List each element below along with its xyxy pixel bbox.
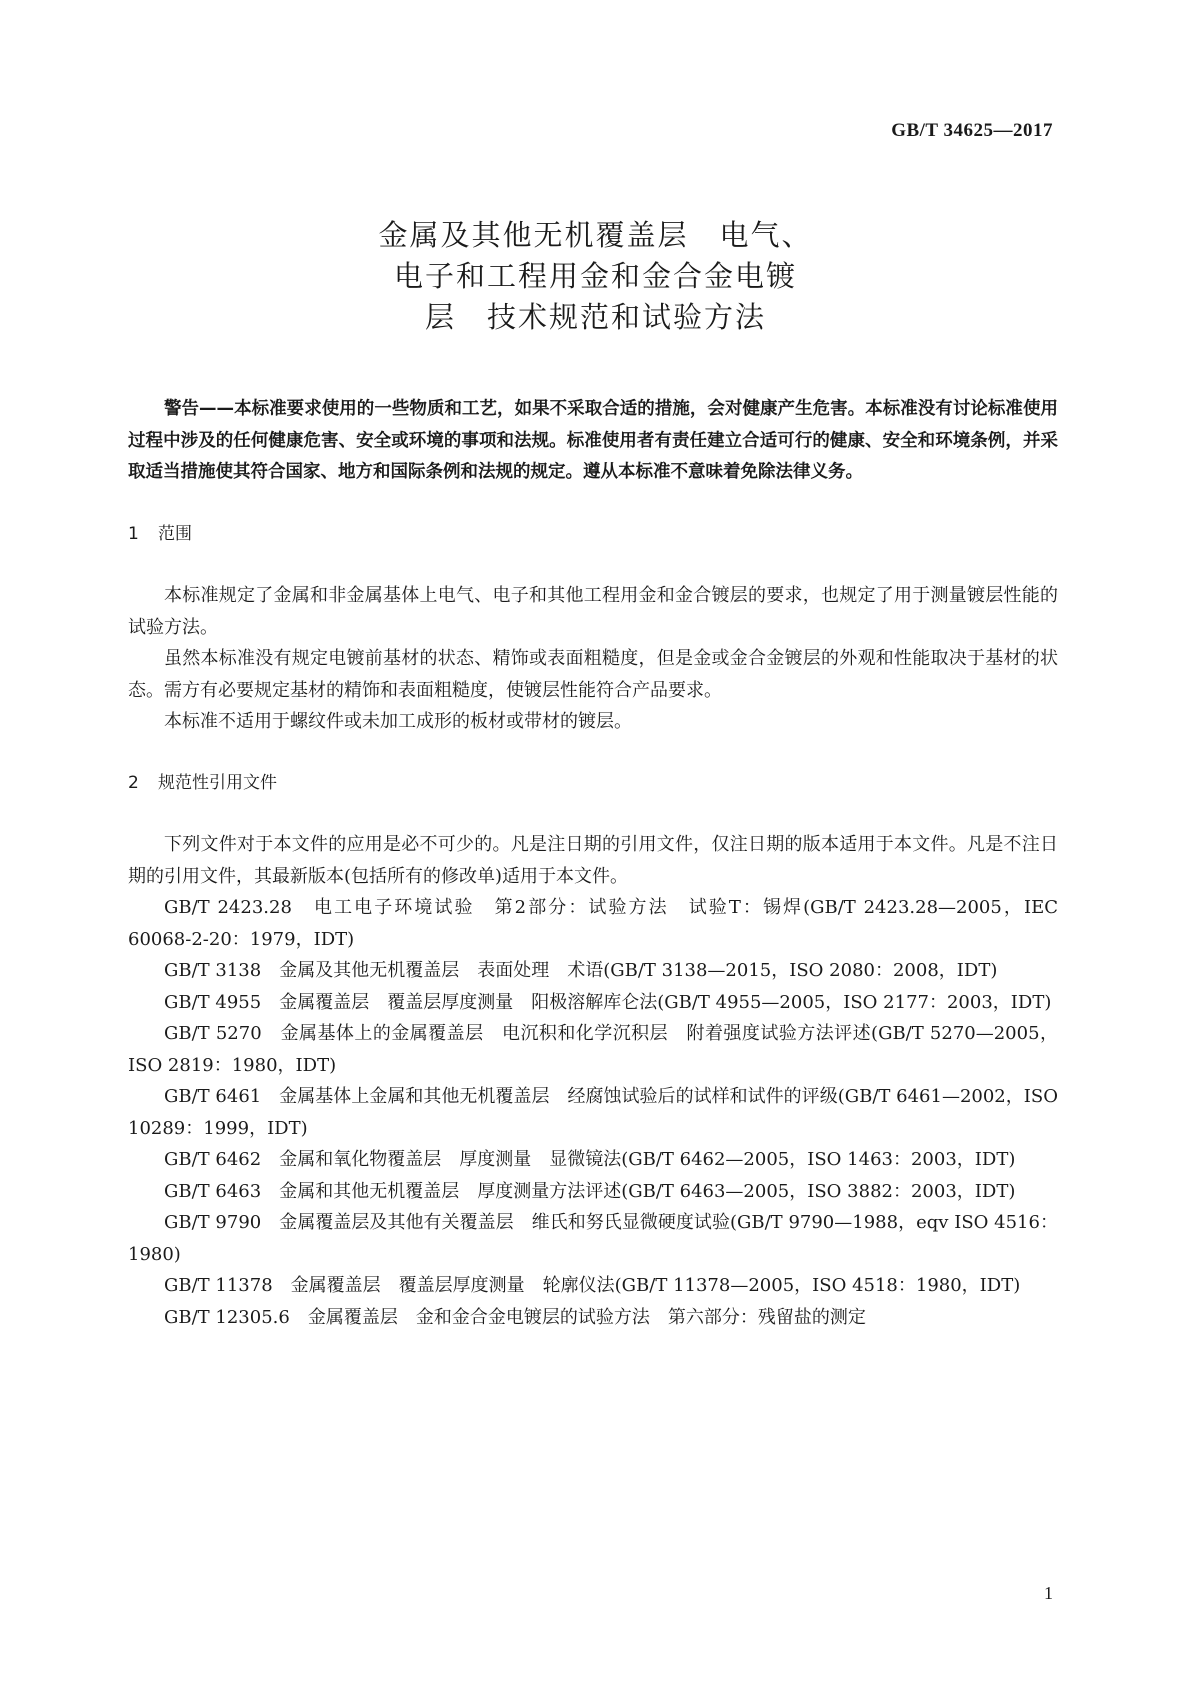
reference-item: GB/T 9790 金属覆盖层及其他有关覆盖层 维氏和努氏显微硬度试验(GB/T 9790—1988，eqv ISO 4516：1980): [128, 1212, 1058, 1265]
section-2-body: [128, 829, 1058, 1333]
section-number: 1: [128, 523, 139, 544]
section-title: 范围: [158, 523, 192, 544]
document-title: [0, 215, 1191, 338]
reference-item: GB/T 6462 金属和氧化物覆盖层 厚度测量 显微镜法(GB/T 6462—2005，ISO 1463：2003，IDT): [164, 1149, 1016, 1170]
paragraph: 本标准不适用于螺纹件或未加工成形的板材或带材的镀层。: [164, 711, 632, 732]
section-1-body: [128, 580, 1058, 738]
paragraph: 下列文件对于本文件的应用是必不可少的。凡是注日期的引用文件，仅注日期的版本适用于本文件。凡是不注日期的引用文件，其最新版本(包括所有的修改单)适用于本文件。: [128, 834, 1058, 887]
reference-item: GB/T 3138 金属及其他无机覆盖层 表面处理 术语(GB/T 3138—2015，ISO 2080：2008，IDT): [164, 960, 998, 981]
reference-item: GB/T 6463 金属和其他无机覆盖层 厚度测量方法评述(GB/T 6463—2005，ISO 3882：2003，IDT): [164, 1180, 1016, 1202]
reference-item: GB/T 12305.6 金属覆盖层 金和金合金电镀层的试验方法 第六部分：残留盐的测定: [164, 1306, 866, 1328]
title-line-1: 金属及其他无机覆盖层 电气、: [378, 218, 813, 252]
title-line-2: 电子和工程用金和金合金电镀: [393, 259, 797, 293]
section-2-heading: [128, 768, 1058, 800]
section-number: 2: [128, 772, 139, 793]
reference-item: GB/T 4955 金属覆盖层 覆盖层厚度测量 阳极溶解库仑法(GB/T 4955—2005，ISO 2177：2003，IDT): [164, 991, 1052, 1013]
reference-item: GB/T 6461 金属基体上金属和其他无机覆盖层 经腐蚀试验后的试样和试件的评级(GB/T 6461—2002，ISO 10289：1999，IDT): [128, 1086, 1058, 1139]
title-line-3: 层 技术规范和试验方法: [424, 300, 766, 334]
reference-item: GB/T 5270 金属基体上的金属覆盖层 电沉积和化学沉积层 附着强度试验方法评述(GB/T 5270—2005，ISO 2819：1980，IDT): [128, 1023, 1058, 1076]
standard-code: GB/T 34625—2017: [891, 120, 1053, 141]
paragraph: 本标准规定了金属和非金属基体上电气、电子和其他工程用金和金合镀层的要求，也规定了用于测量镀层性能的试验方法。: [128, 585, 1058, 638]
document-body: [128, 394, 1058, 1333]
reference-item: GB/T 2423.28 电工电子环境试验 第2部分：试验方法 试验T：锡焊(GB/T 2423.28—2005，IEC 60068-2-20：1979，IDT): [128, 897, 1058, 950]
paragraph: 虽然本标准没有规定电镀前基材的状态、精饰或表面粗糙度，但是金或金合金镀层的外观和性能取决于基材的状态。需方有必要规定基材的精饰和表面粗糙度，使镀层性能符合产品要求。: [128, 648, 1058, 701]
section-1-heading: [128, 519, 1058, 551]
section-title: 规范性引用文件: [158, 772, 277, 793]
page-number: 1: [1044, 1583, 1053, 1603]
reference-item: GB/T 11378 金属覆盖层 覆盖层厚度测量 轮廓仪法(GB/T 11378—2005，ISO 4518：1980，IDT): [164, 1275, 1021, 1296]
warning-paragraph: 警告——本标准要求使用的一些物质和工艺，如果不采取合适的措施，会对健康产生危害。本标准没有讨论标准使用过程中涉及的任何健康危害、安全或环境的事项和法规。标准使用者有责任建立合适可行的健康、安全和环境条例，并采取适当措施使其符合国家、地方和国际条例和法规的规定。遵从本标准不意味着免除法律义务。: [128, 399, 1058, 482]
